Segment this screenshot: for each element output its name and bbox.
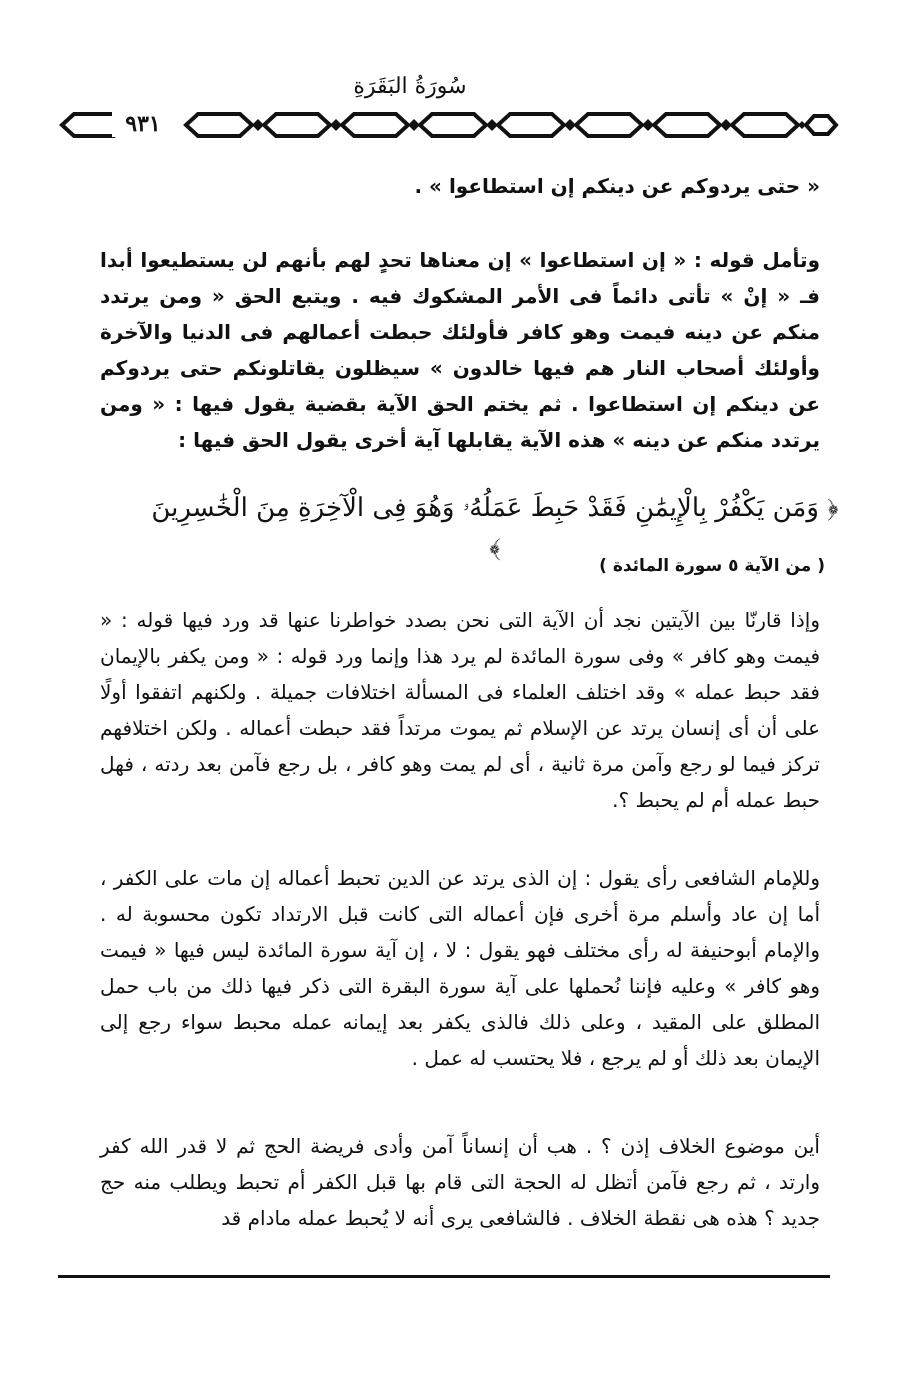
verse-citation: ( من الآية ٥ سورة المائدة ) xyxy=(599,556,825,576)
paragraph-2: وإذا قارنّا بين الآيتين نجد أن الآية التى نحن بصدد خواطرنا عنها قد ورد فيها قوله : « فيمت وهو كافر » وفى سورة المائدة لم يرد هذا وإنما ورد قوله : « ومن يكفر بالإيمان فقد حبط عمله » وقد اختلف العلماء فى المسألة اختلافات جميلة . ولكنهم اتفقوا أولًا على أن أى إنسان يرتد عن الإسلام ثم يموت مرتداً فقد حبطت أعماله . ولكن اختلافهم تركز فيما لو رجع وآمن مرة ثانية ، أى لم يمت وهو كافر ، بل رجع فآمن بعد ردته ، فهل حبط عمله أم لم يحبط ؟. xyxy=(100,608,820,812)
quran-verse: ﴿ وَمَن يَكْفُرْ بِالْإِيمَٰنِ فَقَدْ حَبِطَ عَمَلُهُۥ وَهُوَ فِى الْآخِرَةِ مِنَ الْخَٰسِرِينَ ﴾ xyxy=(151,493,839,563)
surah-title: سُورَةُ البَقَرَةِ xyxy=(353,74,467,99)
ornamental-border xyxy=(58,110,840,140)
verse-fragment-line: « حتى يردوكم عن دينكم إن استطاعوا » . xyxy=(414,174,820,198)
page-number: ٩٣١ xyxy=(112,111,174,137)
paragraph-4: أين موضوع الخلاف إذن ؟ . هب أن إنساناً آمن وأدى فريضة الحج ثم لا قدر الله كفر وارتد ، ثم رجع فآمن أتظل له الحجة التى قام بها قبل الكفر أم تحبط ويطلب منه حج جديد ؟ هذه هى نقطة الخلاف . فالشافعى يرى أنه لا يُحبط عمله مادام قد xyxy=(100,1134,820,1230)
paragraph-1: وتأمل قوله : « إن استطاعوا » إن معناها تحدٍ لهم بأنهم لن يستطيعوا أبدا فـ « إنْ » تأتى دائماً فى الأمر المشكوك فيه . ويتبع الحق « ومن يرتدد منكم عن دينه فيمت وهو كافر فأولئك حبطت أعمالهم فى الدنيا والآخرة وأولئك أصحاب النار هم فيها خالدون » سيظلون يقاتلونكم حتى يردوكم عن دينكم إن استطاعوا . ثم يختم الحق الآية بقضية يقول فيها : « ومن يرتدد منكم عن دينه » هذه الآية يقابلها آية أخرى يقول الحق فيها : xyxy=(100,248,820,452)
footer-rule xyxy=(58,1275,830,1278)
paragraph-3: وللإمام الشافعى رأى يقول : إن الذى يرتد عن الدين تحبط أعماله إن مات على الكفر ، أما إن عاد وأسلم مرة أخرى فإن أعماله التى كانت قبل الارتداد تكون محسوبة له . والإمام أبوحنيفة له رأى مختلف فهو يقول : لا ، إن آية سورة المائدة ليس فيها « فيمت وهو كافر » وعليه فإننا نُحملها على آية سورة البقرة التى ذكر فيها ذلك من باب حمل المطلق على المقيد ، وعلى ذلك فالذى يكفر بعد إيمانه عمله محبط سواء رجع إلى الإيمان بعد ذلك أو لم يرجع ، فلا يحتسب له عمل . xyxy=(100,866,820,1070)
